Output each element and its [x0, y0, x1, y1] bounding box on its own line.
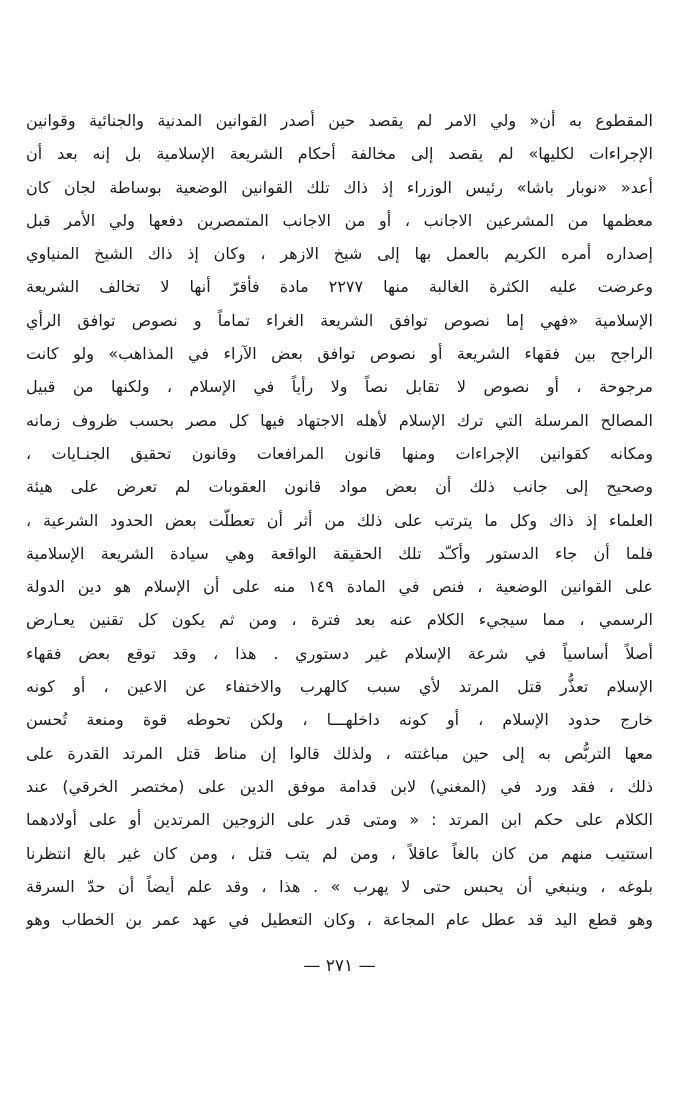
text-line: فلما أن جاء الدستور وأكـّد تلك الحقيقة الواقعة وهي سيادة الشريعة الإسلامية: [26, 543, 653, 563]
text-line: مرجوحة ، أو نصوص لا تقابل نصاً ولا رأياً في الإسلام ، ولكنها من قبيل: [26, 377, 653, 397]
text-line: الرسمي ، مما سيجيء الكلام عنه بعد فترة ، ومن ثم يكون كل تقنين يعـارض: [26, 610, 653, 630]
text-line: معظمها من المشرعين الاجانب ، أو من الاجانب المتمصرين دفعها ولي الأمر قبل: [26, 210, 653, 230]
text-line: أصلاً أساسياً في شرعة الإسلام غير دستوري . هذا ، وقد توقع بعض فقهاء: [26, 643, 653, 663]
text-line: أعد« «نوبار باشا» رئيس الوزراء إذ ذاك تلك القوانين الوضعية بوساطة لجان كان: [26, 177, 653, 197]
text-line: على القوانين الوضعية ، فنص في المادة ١٤٩ منه على أن الإسلام هو دين الدولة: [26, 577, 653, 597]
text-line: الراجح بين فقهاء الشريعة أو نصوص توافق بعض الآراء في المذاهب» ولو كانت: [26, 344, 653, 364]
text-line: بلوغه ، وينبغي أن يحبس حتى لا يهرب » . هذا ، وقد علم أيضاً أن حدّ السرقة: [26, 876, 653, 896]
text-line: ومكانه كقوانين الإجراءات ومنها قانون المرافعات وقانون تحقيق الجنـايات ،: [26, 443, 653, 463]
text-line: وصحيح إلى جانب ذلك أن بعض مواد قانون العقوبات لم تعرض على هيئة: [26, 477, 653, 497]
text-line: وعرضت عليه الكثرة الغالبة منها ٢٢٧٧ مادة فأقرّ أنها لا تخالف الشريعة: [26, 277, 653, 297]
text-line: خارج حدود الإسلام ، أو كونه داخلهـــا ، ولكن تحوطه قوة ومنعة تُحسن: [26, 710, 653, 730]
text-line: إصداره أمره الكريم بالعمل بها إلى شيخ الازهر ، وكان إذ ذاك الشيخ المنياوي: [26, 244, 653, 264]
text-line: المصالح المرسلة التي ترك الإسلام لأهله الاجتهاد فيها كل مصر بحسب ظروف زمانه: [26, 410, 653, 430]
text-line: استتيب منهم من كان بالغاً عاقلاً ، ومن لم يتب قتل ، ومن كان غير بالغ انتظرنا: [26, 843, 653, 863]
page-number: — ٢٧١ —: [303, 956, 376, 976]
body-text: [26, 104, 653, 936]
text-line: الإسلامية «فهي إما نصوص توافق الشريعة الغراء تماماً و نصوص توافق الرأي: [26, 310, 653, 330]
text-line: المقطوع به أن« ولي الامر لم يقصد حين أصدر القوانين المدنية والجنائية وقوانين: [26, 111, 653, 130]
text-line: وهو قطع اليد قد عطل عام المجاعة ، وكان التعطيل في عهد عمر بن الخطاب وهو: [26, 910, 653, 930]
text-line: الكلام على حكم ابن المرتد : « ومتى قدر على الزوجين المرتدين أو على أولادهما: [26, 810, 653, 830]
text-line: الإجراءات لكليها» لم يقصد إلى مخالفة أحكام الشريعة الإسلامية بل إنه بعد أن: [26, 144, 653, 164]
text-line: معها التربُّص به إلى حين مباغتته ، ولذلك قالوا إن مناط قتل المرتد القدرة على: [26, 743, 653, 763]
text-line: العلماء إذ ذاك وكل ما يترتب على ذلك من أثر أن تعطلّت بعض الحدود الشرعية ،: [26, 510, 653, 530]
text-line: الإسلام تعذُّر قتل المرتد لأي سبب كالهرب والاختفاء عن الاعين ، أو كونه: [26, 677, 653, 697]
text-line: ذلك ، فقد ورد في (المغني) لابن قدامة موفق الدين على (مختصر الخرقي) عند: [26, 776, 653, 796]
